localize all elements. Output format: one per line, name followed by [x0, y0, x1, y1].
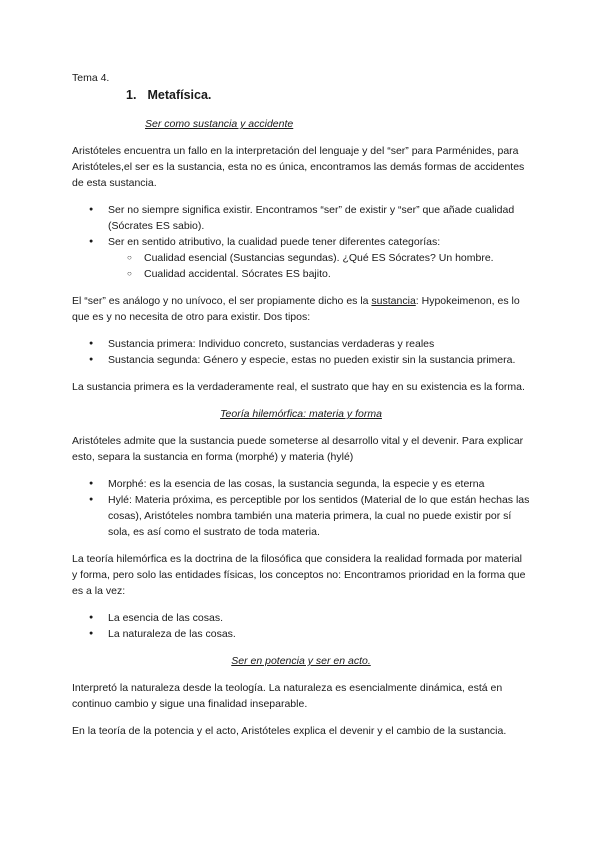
paragraph	[72, 293, 530, 325]
paragraph-text: El “ser” es análogo y no unívoco, el ser propiamente dicho es la	[72, 295, 372, 307]
bullet-list	[72, 476, 530, 540]
underlined-term: sustancia	[371, 295, 416, 307]
bullet-list	[72, 336, 530, 368]
list-item: ● Sustancia segunda: Género y especie, estas no pueden existir sin la sustancia primera.	[72, 352, 530, 368]
section-heading-hylomorphism: Teoría hilemórfica: materia y forma	[220, 408, 382, 420]
paragraph: Aristóteles encuentra un fallo en la interpretación del lenguaje y del “ser” para Parménides, para Aristóteles,el ser es la sustancia, esta no es única, encontramos las demás formas de accidentes de esta sustancia.	[72, 145, 525, 189]
paragraph-text: : Hypokeimenon, es lo que es y no necesita de otro para existir. Dos tipos:	[72, 295, 520, 323]
list-item: ● Sustancia primera: Individuo concreto, sustancias verdaderas y reales	[72, 336, 530, 352]
list-item: ● Hylé: Materia próxima, es perceptible por los sentidos (Material de lo que están hechas las cosas), Aristóteles nombra también una materia primera, la cual no puede existir por sí sola, es así como el sustrato de toda materia.	[72, 492, 530, 540]
list-item: ● Ser no siempre significa existir. Encontramos “ser” de existir y “ser” que añade cualidad (Sócrates ES sabio).	[72, 202, 530, 234]
sub-list-item: ○ Cualidad accidental. Sócrates ES bajito.	[108, 266, 530, 282]
paragraph: En la teoría de la potencia y el acto, Aristóteles explica el devenir y el cambio de la sustancia.	[72, 725, 507, 737]
list-item	[72, 234, 530, 282]
sub-list-item: ○ Cualidad esencial (Sustancias segundas). ¿Qué ES Sócrates? Un hombre.	[108, 250, 530, 266]
paragraph: Interpretó la naturaleza desde la teología. La naturaleza es esencialmente dinámica, está en continuo cambio y sigue una finalidad inseparable.	[72, 682, 503, 710]
list-item: ● Morphé: es la esencia de las cosas, la sustancia segunda, la especie y es eterna	[72, 476, 530, 492]
section-heading-potency-act: Ser en potencia y ser en acto.	[231, 655, 371, 667]
paragraph: Aristóteles admite que la sustancia puede someterse al desarrollo vital y el devenir. Para explicar esto, separa la sustancia en forma (morphé) y materia (hylé)	[72, 435, 524, 463]
paragraph: La teoría hilemórfica es la doctrina de la filosófica que considera la realidad formada por material y forma, pero solo las entidades físicas, los conceptos no: Encontramos prioridad en la forma que es a la vez:	[72, 553, 526, 597]
page-title	[72, 87, 530, 104]
paragraph: La sustancia primera es la verdaderamente real, el sustrato que hay en su existencia es la forma.	[72, 381, 525, 393]
bullet-list	[72, 202, 530, 282]
section-heading-substance: Ser como sustancia y accidente	[145, 118, 294, 130]
sub-bullet-list	[108, 250, 530, 282]
document-page	[72, 70, 530, 750]
bullet-list	[72, 610, 530, 642]
list-item-text: Ser en sentido atributivo, la cualidad puede tener diferentes categorías:	[108, 236, 441, 248]
topic-label: Tema 4.	[72, 72, 110, 84]
list-item: ● La naturaleza de las cosas.	[72, 626, 530, 642]
title-text: Metafísica.	[147, 88, 212, 102]
title-number: 1.	[126, 88, 137, 102]
list-item: ● La esencia de las cosas.	[72, 610, 530, 626]
